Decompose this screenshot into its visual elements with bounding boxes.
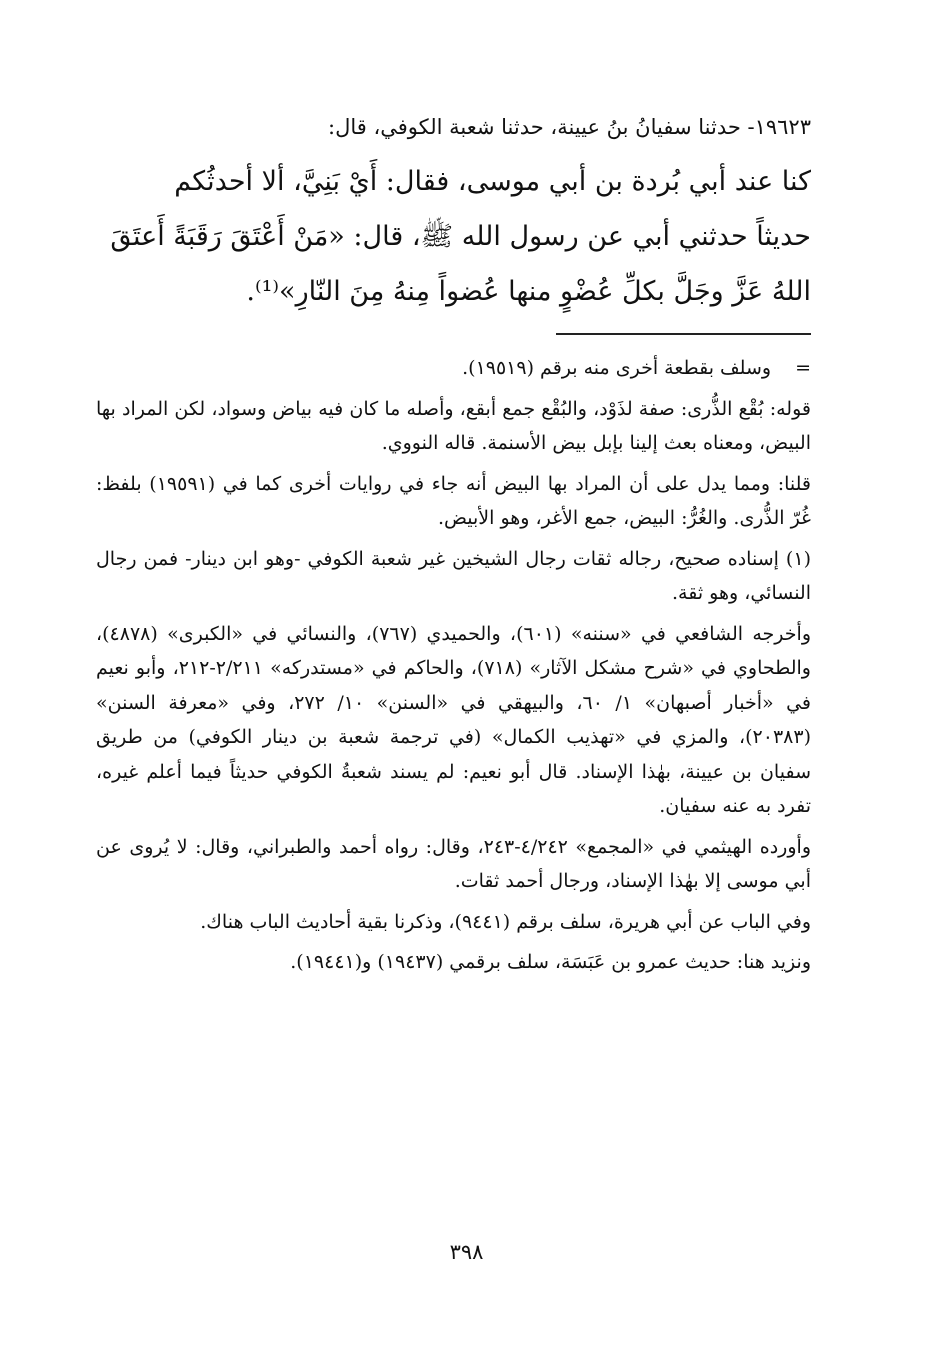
hadith-heading: ١٩٦٢٣- حدثنا سفيانُ بنُ عيينة، حدثنا شعبة الكوفي، قال: xyxy=(328,115,811,139)
footnote-paragraph: قوله: بُقْع الذُّرى: صفة لذَوْد، والبُقْع جمع أبقع، وأصله ما كان فيه بياض وسواد، لكن المراد بها البيض، ومعناه بعث إلينا بإبل بيض الأسنمة. قاله النووي. xyxy=(96,397,811,454)
footnote-paragraph: وفي الباب عن أبي هريرة، سلف برقم (٩٤٤١)، وذكرنا بقية أحاديث الباب هناك. xyxy=(200,910,811,933)
footnote-paragraph: (١) إسناده صحيح، رجاله ثقات رجال الشيخين غير شعبة الكوفي -وهو ابن دينار- فمن رجال النسائي، وهو ثقة. xyxy=(96,547,811,604)
footnotes xyxy=(96,351,811,980)
footnote-divider xyxy=(556,333,811,335)
page-body xyxy=(96,110,811,986)
footnote-paragraph: ونزيد هنا: حديث عمرو بن عَبَسَة، سلف برقمي (١٩٤٣٧) و(١٩٤٤١). xyxy=(290,951,811,973)
page-number: ٣٩٨ xyxy=(449,1240,484,1264)
hadith-text xyxy=(96,154,811,319)
footnote-paragraph: قلنا: ومما يدل على أن المراد بها البيض أنه جاء في روايات أخرى كما في (١٩٥٩١) بلفظ: غُرّ الذُّرى. والغُرُّ: البيض، جمع الأغر، وهو الأبيض. xyxy=(96,472,811,529)
footnote-paragraph: وأخرجه الشافعي في «سننه» (٦٠١)، والحميدي (٧٦٧)، والنسائي في «الكبرى» (٤٨٧٨)، والطحاوي في «شرح مشكل الآثار» (٧١٨)، والحاكم في «مستدركه» ٢/٢١١-٢١٢، وأبو نعيم في «أخبار أصبهان» ١/ ٦٠، والبيهقي في «السنن» ١٠/ ٢٧٢، وفي «معرفة السنن» (٢٠٣٨٣)، والمزي في «تهذيب الكمال» (في ترجمة شعبة بن دينار الكوفي) من طريق سفيان بن عيينة، بهٰذا الإسناد. قال أبو نعيم: لم يسند شعبةُ الكوفي حديثاً فيما أعلم غيره، تفرد به عنه سفيان. xyxy=(96,622,811,817)
hadith-line: حديثاً حدثني أبي عن رسول الله ﷺ، قال: «مَنْ أَعْتَقَ رَقَبَةً أَعتَقَ xyxy=(110,221,811,252)
hadith-line: كنا عند أبي بُردة بن أبي موسى، فقال: أَيْ بَنِيَّ، ألا أحدثُكم xyxy=(174,166,811,197)
footnote-continuation xyxy=(96,351,811,386)
hadith-line: اللهُ عَزَّ وجَلَّ بكلِّ عُضْوٍ منها عُضواً مِنهُ مِنَ النّارِ»⁽¹⁾. xyxy=(246,276,811,307)
footnote-paragraph: وأورده الهيثمي في «المجمع» ٤/٢٤٢-٢٤٣، وقال: رواه أحمد والطبراني، وقال: لا يُروى عن أبي موسى إلا بهٰذا الإسناد، ورجال أحمد ثقات. xyxy=(96,835,811,892)
continuation-text: وسلف بقطعة أخرى منه برقم (١٩٥١٩). xyxy=(462,357,772,379)
continuation-mark: = xyxy=(795,357,811,379)
